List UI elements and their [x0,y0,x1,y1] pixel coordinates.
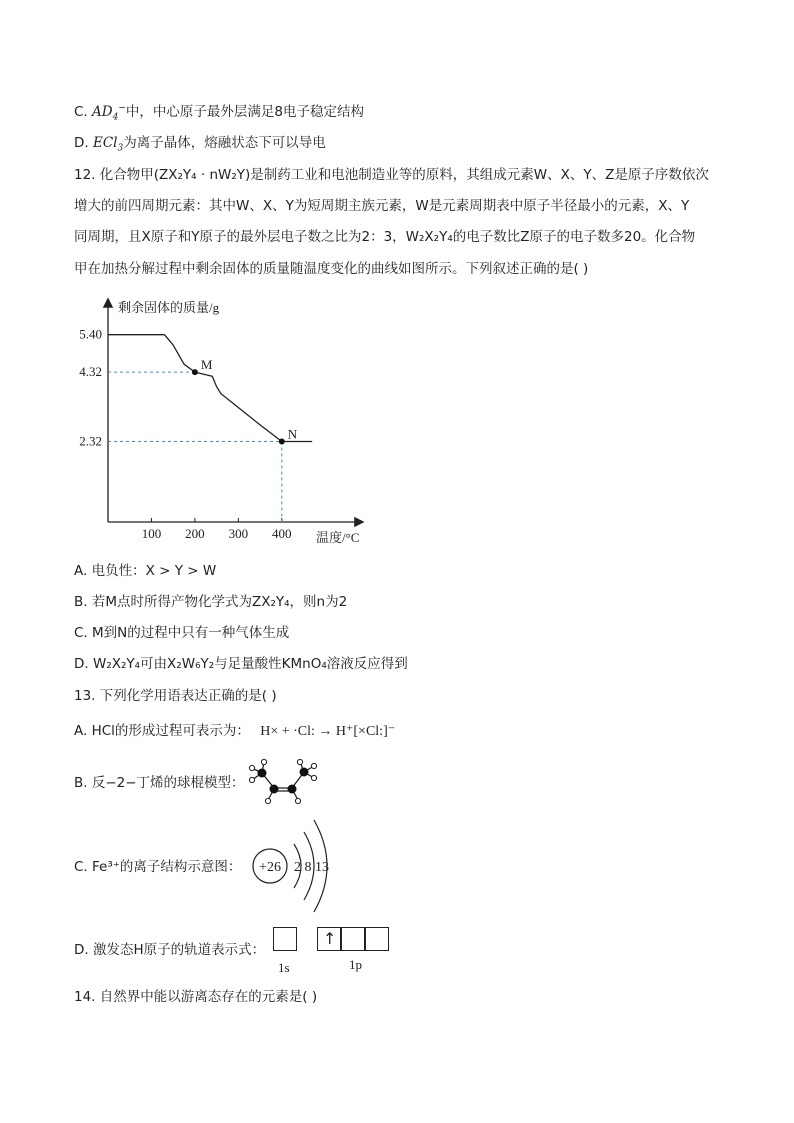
option-text: A. HCl的形成过程可表示为： [74,723,250,739]
formula: ECl [92,135,118,151]
carbon-atom [258,769,267,778]
q12-stem-line2: 增大的前四周期元素：其中W、X、Y为短周期主族元素，W是元素周期表中原子半径最小的元素，X、Y [74,198,690,214]
q13-stem: 13. 下列化学用语表达正确的是( ) [74,688,277,704]
orbital-label-1s: 1s [278,960,290,975]
point-n [279,439,285,445]
x-tick-label: 100 [141,526,162,541]
hydrogen-atom [295,798,300,803]
x-tick-label: 200 [185,526,205,541]
x-axis-label: 温度/°C [316,530,360,545]
point-label: M [200,357,213,373]
y-axis-label: 剩余固体的质量/g [118,300,220,315]
y-tick-label: 2.32 [79,433,102,449]
q13-option-d: D. 激发态H原子的轨道表示式： [74,942,266,958]
y-tick-label: 4.32 [79,364,102,380]
formula: AD [92,104,113,120]
hydrogen-atom [261,759,266,764]
q12-stem-line1: 12. 化合物甲(ZX₂Y₄ · nW₂Y)是制药工业和电池制造业等的原料，其组成元素W、X、Y、Z是原子序数依次 [74,167,709,183]
point-m [192,369,198,375]
option-text: 中，中心原子最外层满足8电子稳定结构 [125,104,364,120]
q12-stem-line4: 甲在加热分解过程中剩余固体的质量随温度变化的曲线如图所示。下列叙述正确的是( ) [74,261,589,277]
hydrogen-atom [249,777,254,782]
carbon-atom [300,768,309,777]
orbital-box-1s [273,927,297,951]
q12-stem-line3: 同周期，且X原子和Y原子的最外层电子数之比为2：3，W₂X₂Y₄的电子数比Z原子的电子数多20。化合物 [74,229,696,245]
option-text: 为离子晶体，熔融状态下可以导电 [123,135,326,151]
hydrogen-atom [265,798,270,803]
x-tick-label: 300 [228,526,249,541]
mass-temperature-chart [60,292,380,552]
hcl-formation-equation: H× + ·Cl: → H⁺[×Cl:]⁻ [260,724,396,739]
x-tick-label: 400 [272,526,292,541]
q11-option-d [74,134,326,152]
option-label: D. [74,135,93,151]
q11-option-c [74,103,364,121]
q12-option-c: C. M到N的过程中只有一种气体生成 [74,625,290,641]
formula-superscript: − [118,103,126,114]
carbon-atom [288,785,297,794]
hydrogen-atom [311,763,316,768]
orbital-box-1p-3 [365,927,389,951]
hydrogen-atom [311,775,316,780]
q12-option-a: A. 电负性：X > Y > W [74,563,217,579]
q14-stem: 14. 自然界中能以游离态存在的元素是( ) [74,989,318,1005]
orbital-label-1p: 1p [349,957,362,972]
formula-subscript: 4 [112,112,119,123]
q13-option-b: B. 反−2−丁烯的球棍模型： [74,775,245,791]
orbital-box-1p-2 [341,927,365,951]
hydrogen-atom [297,759,302,764]
point-label: N [287,426,298,442]
q13-option-c: C. Fe³⁺的离子结构示意图： [74,859,242,875]
q12-option-b: B. 若M点时所得产物化学式为ZX₂Y₄，则n为2 [74,594,348,610]
nucleus-charge: +26 [259,860,281,875]
series-line [108,335,312,442]
option-label: C. [74,104,93,120]
trans-2-butene-ball-stick-model [240,758,320,808]
q12-option-d: D. W₂X₂Y₄可由X₂W₆Y₂与足量酸性KMnO₄溶液反应得到 [74,656,408,672]
q13-option-a [74,722,395,741]
hydrogen-atom [249,765,254,770]
spin-up-arrow-icon: ↑ [323,929,337,948]
electron-shell-counts: 2 8 13 [294,860,329,875]
carbon-atom [270,785,279,794]
formula-subscript: 3 [117,143,124,154]
fe3-ion-structure-diagram [248,812,348,916]
orbital-box-1p-1 [317,927,341,951]
y-tick-label: 5.40 [79,326,102,342]
